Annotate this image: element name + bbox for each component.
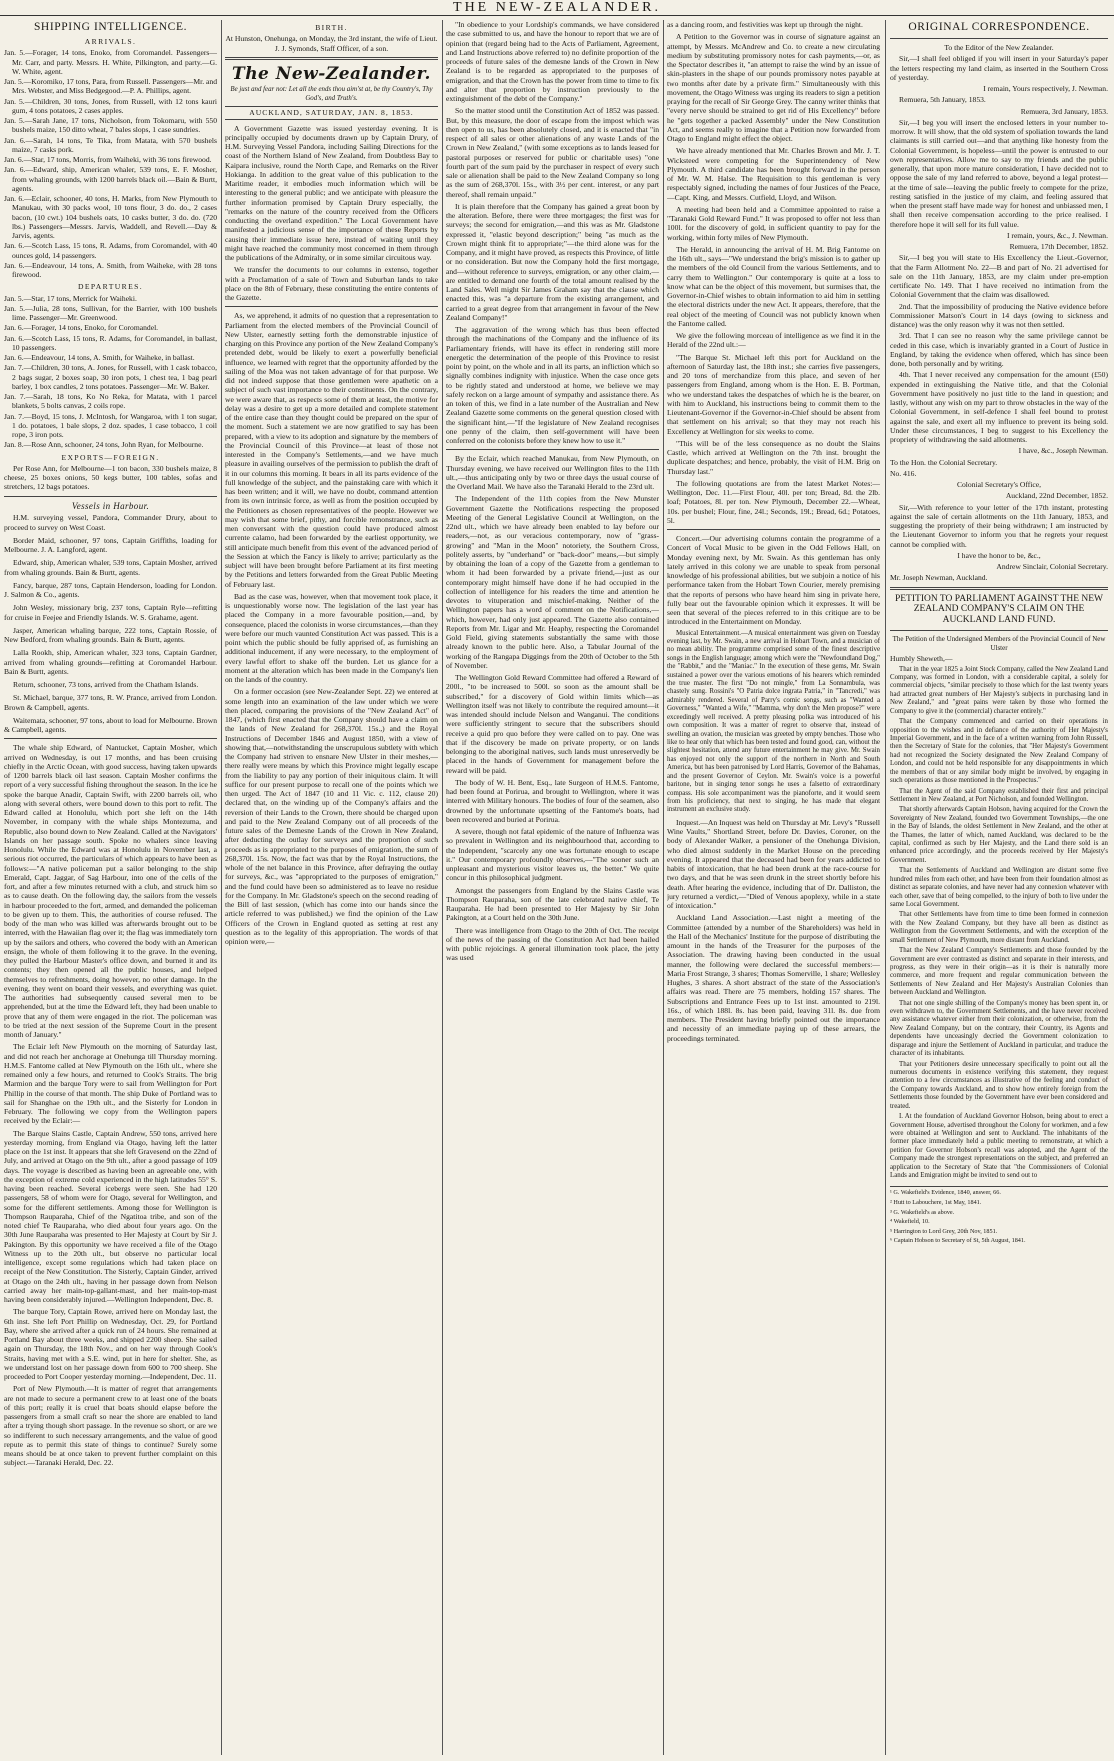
vessel-entry: Return, schooner, 73 tons, arrived from the Chatham Islands. xyxy=(13,680,199,690)
exports-heading: EXPORTS—FOREIGN. xyxy=(61,452,160,462)
petition-sheweth: Humbly Sheweth,— xyxy=(890,654,953,664)
letter-body: Sir,—I beg you will insert the enclosed letters in your number to-morrow. It will show, that the old system of spoliation towards the land claimants is still carried out—and that anything like honesty from the Colonial Government, is hopeless—until the power is entrusted to our own representatives. Allow me to say to my friends and the public generally, that upon more mature consideration, I have decided not to oppose the sale of my land referred to above, beyond a legal protest—at the time of sale—leaving the public freely to compete for the prize, resting satisfied in the justice of my claim, and feeling assured that when the present staff have made way for honest and unbiassed men, I shall then receive compensation according to the price realised. I therefore hope it will sell for its full value. xyxy=(890,117,1108,229)
footnote: ⁴ Wakefield, 10. xyxy=(890,1218,930,1226)
departure-entry: Jan. 7.—Sarah, 18 tons, Ko No Reka, for Matata, with 1 parcel blankets, 5 bolts canvas, 2 coils rope. xyxy=(4,392,217,411)
news-paragraph: A severe, though not fatal epidemic of the nature of Influenza was so prevalent in Wellington and its neighbourhood that, according to the Independent, "scarcely any one was fortunate enough to escape it." Our contemporary profoundly observes,—"The sooner such an unpleasant and mysterious visitor leaves us, the better." We quite concur in this philosophical judgment. xyxy=(446,827,659,883)
paper-motto: Be just and fear not: Let all the ends thou aim'st at, be thy Country's, Thy God's, and Truth's. xyxy=(230,86,433,102)
arrival-entry: Jan. 6.—Sarah, 14 tons, Te Tika, from Matata, with 570 bushels maize, 7 casks pork. xyxy=(4,135,217,154)
petition-paragraph: That other Settlements have from time to time been formed in connexion with the New Zealand Company, but they have all been as distinct as Wellington from the Government Settlements, and with the exception of the small Settlement of New Plymouth, more distant from Auckland. xyxy=(890,911,1108,944)
letter-office: Colonial Secretary's Office, xyxy=(956,480,1042,490)
editorial-paragraph: A Government Gazette was issued yesterday evening. It is principally occupied by documents drawn up by Captain Drury, of H.M. Surveying Vessel Pandora, including Sailing Directions for the coast of the Northern Island of New Zealand, from Doubtless Bay to Kaipara inclusive, round the North Cape, and Remarks on the River Hokianga. In addition to the great value of this publication to the Maritime reader, it embodies much information which will be interesting to the general public; and we anticipate with pleasure the further information promised by Captain Drury especially, the "remarks on the nature of the country received from the Officers conducting the overland expedition." The Local Government have manifested a judicious sense of the importance of these Reports by causing their immediate issue here, instead of waiting until they might have reached the community most concerned in them through the publications of the Admiralty, or in some similar circuitous way. xyxy=(225,123,438,263)
article-paragraph: Port of New Plymouth.—It is matter of regret that arrangements are not made to secure a permanent crew to at least one of the boats of this port; really it is cruel that boats should elapse before the passengers from a small craft so near the shore are enabled to land after a trying though short passage. In the revenue so short, or are we so indifferent to such necessary arrangements, and the value of good repute as to permit this state of things to continue? Surely some means should be at once taken to prevent further complaint on this subject.—Taranaki Herald, Dec. 22. xyxy=(4,1384,217,1468)
petition-paragraph: That your Petitioners desire unnecessary specifically to point out all the numerous documents in existence verifying this statement, they request attention to a few circumstances as illustrative of the feeling and conduct of the Company towards Auckland, and to show how entirely foreign from the Settlements those founded by the Government have ever been considered and treated. xyxy=(890,1060,1108,1110)
departure-entry: Jan. 7.—Boyd, 15 tons, J. McIntosh, for Wangaroa, with 1 ton sugar, 1 do. potatoes, 1 bale slops, 2 doz. spades, 1 case tobacco, 1 coil rope, 3 iron pots. xyxy=(4,411,217,440)
letter-body: Sir,—I beg you will state to His Excellency the Lieut.-Governor, that the Farm Allotment No. 22—B and part of No. 21 advertised for sale on the 11th January, 1853, are my claim under pre-emption certificate No. 149. That I have received no intimation from the Colonial Government that the claim was disallowed. xyxy=(890,253,1108,300)
letter-body: 2nd. That the impossibility of producing the Native evidence before Commissioner Matson's Court in 14 days (owing to sickness and distance) was the only reason why it was not then settled. xyxy=(890,301,1108,330)
vessel-entry: Waitemata, schooner, 97 tons, about to load for Melbourne. Brown & Campbell, agents. xyxy=(4,715,217,735)
concert-notice: Concert.—Our advertising columns contain the programme of a Concert of Vocal Music to be given in the Odd Fellows Hall, on Monday evening next, by Mr. Swain. As this gentleman has only lately arrived in this colony we are unable to speak from personal knowledge of his professional abilities, but we subjoin a notice of his performance taken from the Hobart Town Courier, merely premising that the reports of persons who have heard him sing in private here, fully bear out the favourable opinion which it expresses. It will be seen that several of the pieces referred to in this critique are to be introduced in the Entertainment on Monday. xyxy=(667,534,880,627)
arrival-entry: Jan. 6.—Endeavour, 14 tons, A. Smith, from Waiheke, with 28 tons firewood. xyxy=(4,260,217,280)
arrival-entry: Jan. 6.—Edward, ship, American whaler, 539 tons, E. F. Mosher, from whaling grounds, with 1200 barrels black oil.—Bain & Burtt, agents. xyxy=(4,165,217,193)
petition-paragraph: That the Company commenced and carried on their operations in opposition to the wishes and in defiance of the authority of Her Majesty's Imperial Government, and in the face of a written warning from John Russell, then the Secretary of State for the colonies, that "Her Majesty's Government had not recognized the Society designated the New Zealand Company of London, and could not be held responsible for any disappointments in which the members of that or any similar body might be involved, by engaging in such operations as those mentioned in the Prospectus." xyxy=(890,718,1108,785)
news-paragraph: The Independent of the 11th copies from the New Munster Government Gazette the Notifications respecting the proposed Meeting of the General Legislative Council at Wellington, on the 22nd ult., which we have already been enabled to lay before our readers,—not, as our veracious contemporary, now of "grass-growing" and "Man in the Moon" notoriety, the Southern Cross, politely asserts, by "underhand" or "back-door" means,—but simply by obtaining the loan of a copy of the Gazette from a gentleman to whom it had been forwarded by a private friend,—just as our contemporary might himself have done if he had occupied in the collection of intelligence for his readers the time and attention he devotes to vituperation and mischief-making. Neither of the Wellington papers has a word of comment on the Notifications,—which, however, had only just appeared. The Gazette also contained Reports from Mr. Ligar and Mr. Heaphy, respecting the Coromandel Gold Field, giving statements substantially the same with those already known to the public here. Also, a Tabular Journal of the working of the Rangapa Diggings from the 20th of October to the 5th of November. xyxy=(446,494,659,670)
birth-heading: BIRTH. xyxy=(315,23,348,32)
news-paragraph: The Wellington Gold Reward Committee had offered a Reward of 200l., "to be increased to 500l. so soon as the amount shall be subscribed," for a discovery of Gold within limits which—as Wellington itself was not likely to contribute the required amount—it was intended should include Nelson and Wanganui. The conditions were sufficiently stringent to secure that the subscribers should receive a quid pro quo before they were called on to pay. One was that if the discovery be made on private property, or on lands belonging to the aboriginal natives, such lands must unreservedly be placed in the hands of Government for management before the reward will be paid. xyxy=(446,673,659,775)
quoted-paragraph: "This will be of the less consequence as no doubt the Slains Castle, which arrived at Wellington on the 7th inst. brought the duplicate despatches; and hence, probably, the visit of H.M. Brig on Thursday last." xyxy=(667,438,880,476)
letter-signature: I have, &c., Joseph Newman. xyxy=(1018,446,1108,456)
divider xyxy=(4,738,217,739)
column-rule xyxy=(663,20,664,1755)
departures-heading: DEPARTURES. xyxy=(77,282,144,292)
footnote: ³ G. Wakefield's as above. xyxy=(890,1208,955,1216)
column-1 xyxy=(4,20,217,1755)
column-5 xyxy=(890,20,1108,1755)
arrivals-heading: ARRIVALS. xyxy=(84,37,137,47)
article-paragraph: The Eclair left New Plymouth on the morning of Saturday last, and did not reach her anchorage at Onehunga till Thursday morning. H.M.S. Fantome called at New Plymouth on the 16th ult., where she remained only a few hours, and returned to Cook's Straits. The brig Marmion and the barque Tory were to sail from Wellington for Port Phillip in the course of that month. The ship Duke of Portland was to sail for Shanghae on the 19th ult., and the Sisterly for London in February. The following we copy from the Wellington papers received by the Eclair:— xyxy=(4,1042,217,1126)
news-paragraph: By the Eclair, which reached Manukau, from New Plymouth, on Thursday evening, we have received our Wellington files to the 11th ult.,—thus anticipating only by two or three days the usual course of the Overland Mail. We have also the Taranaki Herald to the 23rd ult. xyxy=(446,454,659,491)
departure-entry: Jan. 6.—Scotch Lass, 15 tons, R. Adams, for Coromandel, in ballast, 10 passengers. xyxy=(4,333,217,352)
land-association-report: Auckland Land Association.—Last night a meeting of the Committee (attended by a number of the Shareholders) was held in the Hall of the Mechanics' Institute for the purpose of distributing the amount in the hands of the Treasurer for the purposes of the Association. The drawing having been conducted in the usual manner, the following were declared the successful members:—Maria Frost Strange, 3 shares; Thomas Somerville, 1 share; Wellesley Hughes, 3 shares. A short abstract of the state of the Association's affairs was read. There are 75 members, holding 157 shares. The Subscriptions and Entrance Fees up to 1st inst. amounted to 219l. 16s., of which 188l. 8s. has been paid, leaving 31l. 8s. due from members. The President having briefly pointed out the importance and necessity of an immediate paying up of these arrears, the proceedings terminated. xyxy=(667,913,880,1043)
petition-paragraph: That the New Zealand Company's Settlements and those founded by the Government are ever contrasted as distinct and separate in their interests, and progress, as they were in their origin—as it is their is naturally more commerce, and more frequent and regular communication between the Settlements of New Zealand and Her Majesty's Australian Colonies than between Auckland and Wellington. xyxy=(890,947,1108,997)
column-3 xyxy=(446,20,659,1755)
departure-entry: Jan. 6.—Forager, 14 tons, Enoko, for Coromandel. xyxy=(4,323,159,333)
shipping-heading: SHIPPING INTELLIGENCE. xyxy=(33,21,188,33)
editorial-paragraph: "In obedience to your Lordship's commands, we have considered the case submitted to us, and have the honour to report that we are of opinion that (regard being had to the Acts of Parliament, Agreement, and Land Instructions above referred to) no definite proportion of the proceeds of future sales of the demesne lands of the Crown in New Zealand is to be regarded as appropriated to the purposes of emigration, and that the Crown has the power from time to time to fix and alter that proportion by instruction previously to the extinguishment of the debt of the Company." xyxy=(446,20,659,103)
petition-paragraph: That not one single shilling of the Company's money has been spent in, or even withdrawn to, the Government Settlements, and the have never received any assistance whatever either from their colonization, or otherwise, from the New Zealand Company, but on the contrary, their Country, its Agents and dependents have unceasingly decried the Government colonization to disparage and injure the Settlement of Auckland in particular, and traduce the character of its inhabitants. xyxy=(890,999,1108,1058)
news-paragraph: The body of W. H. Bent, Esq., late Surgeon of H.M.S. Fantome, had been found at Porirua, and brought to Wellington, where it was interred with Military honours. The bodies of four of the seamen, also drowned by the unfortunate upsetting of the Fantome's boats, had been recovered and buried at Porirua. xyxy=(446,777,659,824)
departure-entry: Jan. 6.—Endeavour, 14 tons, A. Smith, for Waiheke, in ballast. xyxy=(4,353,195,363)
divider xyxy=(225,306,438,307)
footnotes xyxy=(890,1186,1108,1244)
news-paragraph: We give the following morceau of intelligence as we find it in the Herald of the 22nd ult.:— xyxy=(667,331,880,350)
musical-review: Musical Entertainment.—A musical entertainment was given on Tuesday evening last, by Mr. Swain, a new arrival in Hobart Town, and a musician of no mean ability. The programme comprised some of the finest descriptive songs in the English language; among which were the "Newfoundland Dog," the "Rabbit," and the "Maniac." In the execution of these gems, Mr. Swain sustained a power over the various emotions of his hearers which reminded the true master. The first "Do not mingle," from La Sonnambula, was chastely sung. Rossini's "O Patria dolce ingrata Patria," in "Tancredi," was admirably rendered. Several of Parry's comic songs, such as "Wanted a Governess," "Wanted a Wife," "Mamma, why don't the Men propose?" were exceedingly well received. A pretty pleasing polka was introduced of his own composition. It was a matter of regret to observe that, instead of swelling an ovation, the musician was greeted by empty benches. Those who like to hear only that which has been tested and found good, can, without the slightest hesitation, attend any future entertainment he may give. Mr. Swain has enjoyed not only the support of the northern in North and South America, but has been patronised by Lord Harris, Governor of the Bahamas, and the present Governor of Ceylon. Mr. Swain's voice is a powerful baritone, but in singing tenor songs he uses a falsetto of extraordinary compass. His sole accompaniment was the pianoforte, and it would seem from his proficiency, that next to singing, he has made that elegant instrument an exclusive study. xyxy=(667,629,880,814)
article-paragraph: The whale ship Edward, of Nantucket, Captain Mosher, which arrived on Wednesday, is out 17 months, and has been cruising chiefly in the Arctic Ocean, with good success, having taken upwards of 1200 barrels black oil last season. Captain Mosher confirms the report of a very successful fishing throughout the season. In the ice he spoke the barque Anadir, Captain Swift, with 2200 barrels oil, who along with several others, were bound down to this port to refit. The Edward called at Honolulu, which port she left on the 14th November, in company with the whale ships Montezuma, and Republic, also bound down to New Zealand. Called at the Navigators' Islands on her passage south. Spoke no whalers since leaving Honolulu. While the Edward was at Honolulu in November last, a serious riot occurred, the particulars of which appears to have been as follows:—"A native policeman put a sailor belonging to the ship Emerald, Capt. Jaggar, of Sag Harbour, into one of the cells of the fort, and after a few minutes returned with a club, and struck him so as to cause death. On the following day, the sailors from the vessels in harbour proceeded to the fort, armed, and demanded the policeman to be given up to them. This, the authorities of course refused. The body of the man who was killed was afterwards brought out to be interred, with the Hawaiian flag over it; the flag was immediately torn up by the sailors and others, who covered the body with an American ensign, the whole of them following it to the grave. In the evening, they pulled the Harbour Master's office down, and burned it and its contents; they then opened all the public houses, and helped themselves to refreshments, doing however, no other damage. In the evening, they went on board their vessels, and everything was quiet. The authorities had subsequently caused several men to be apprehended, but at the time the Edward left, they had been unable to prove that any of them were engaged in the riot. The policeman was to be tried at the next session of the Supreme Court in the present month of January." xyxy=(4,743,217,1040)
news-paragraph: There was intelligence from Otago to the 20th of Oct. The receipt of the news of the passing of the Constitution Act had been hailed with public rejoicings. A general illumination took place, the jetty was used xyxy=(446,925,659,963)
exports-text: Per Rose Ann, for Melbourne—1 ton bacon, 330 bushels maize, 8 cheese, 25 boxes onions, 50 kegs butter, 100 tables, sofas and stretchers, 12 bags potatoes. xyxy=(4,463,217,492)
vessel-entry: Lalla Rookh, ship, American whaler, 323 tons, Captain Gardner, arrived from whaling grounds—refitting at Coromandel Harbour. Bain & Burtt, agents. xyxy=(4,648,217,676)
letter-address: To the Editor of the New Zealander. xyxy=(944,43,1054,53)
news-paragraph: A Petition to the Governor was in course of signature against an attempt, by Messrs. McAndrew and Co. to create a new circulating medium by substituting promissory notes for cash payments,—or, as the Spectator describes it, "an attempt to raise the wind by an issue of skin-plasters in the shape of our pounds promissory notes payable at two months after date by a private firm." Simultaneously with this movement, the Otago Witness was urging its readers to sign a petition praying for the recall of Sir George Grey. The canny writer thinks that "every nerve should be strained to get rid of His Excellency" before he "gets together a packed Assembly" under the New Constitution Act, and seems really to imagine that a Petition now forwarded from Otago to England might effect the object. xyxy=(667,32,880,143)
letter-signature: Andrew Sinclair, Colonial Secretary. xyxy=(996,562,1108,572)
vessel-entry: St. Michael, barque, 377 tons, R. W. Prance, arrived from London. Brown & Campbell, agents. xyxy=(4,693,217,712)
quoted-paragraph: "The Barque St. Michael left this port for Auckland on the afternoon of Saturday last, the 18th inst.; she carries five passengers, and 20 tons of merchandize from this place, and seven of her passengers from England, among whom is the Hon. E. B. Portman, who we understand takes the despatches of which he is the bearer, on with him to Auckland, his instructions being to commit them to the Lieutenant-Governor if the Governor-in-Chief should be absent from that settlement on his arrival; so that they may not reach his Excellency at Wellington for six weeks to come. xyxy=(667,352,880,436)
arrival-entry: Jan. 5.—Sarah Jane, 17 tons, Nicholson, from Tokomaru, with 550 bushels maize, 150 ditto wheat, 7 bales slops, 1 case sundries. xyxy=(4,116,217,135)
letter-signature: I remain, Yours respectively, J. Newman. xyxy=(983,84,1108,94)
vessel-entry: Fancy, barque, 287 tons, Captain Henderson, loading for London. J. Salmon & Co., agents. xyxy=(4,580,217,600)
column-rule xyxy=(221,20,222,1755)
news-paragraph: The Herald, in announcing the arrival of H. M. Brig Fantome on the 16th ult., says—"We understand the brig's mission is to gather up the members of the old Council from the various Settlements, and to carry them to Wellington." Our contemporary is quite at a loss to know what can be the object of this movement, but surmises that, the Governor-in-Chief wishes to obtain information to aid him in settling the electoral districts under the new Act. It appears, therefore, that the real object of the meeting of Council was not publicly known when the Fantome called. xyxy=(667,244,880,328)
divider xyxy=(446,449,659,450)
letter-recipient: To the Hon. the Colonial Secretary. xyxy=(890,457,998,467)
paper-nameplate: The New-Zealander. xyxy=(232,63,431,84)
letter-signature: I remain, yours, &c., J. Newman. xyxy=(1006,230,1108,240)
letter-date: Auckland, 22nd December, 1852. xyxy=(1005,491,1108,501)
departures-list xyxy=(4,294,217,450)
vessel-entry: Edward, ship, American whaler, 539 tons, Captain Mosher, arrived from whaling grounds. Bain & Burtt, agents. xyxy=(4,558,217,577)
masthead: THE NEW-ZEALANDER. xyxy=(0,0,1114,16)
letter-body: 3rd. That I can see no reason why the same privilege cannot be ceded in this case, which is invariably granted in a Court of Justice in England, by taking the evidence when offered, which has since been done, both personally and by writing. xyxy=(890,331,1108,369)
petition-paragraph: That the Settlements of Auckland and Wellington are distant some five hundred miles from each other, and have been from their foundation almost as distinct as separate colonies, and have never had any connexion whatever with each other, save that of being compelled, to the injury of both to live under the same Local Government. xyxy=(890,867,1108,908)
editorial-paragraph: Bad as the case was, however, when that movement took place, it is unquestionably worse now. The legislation of the last year has placed the Company in a more favourable position,—and, by consequence, placed the colonists in worse circumstances,—than they were before our much vaunted Constitution Act was passed. This is a point which the public should be fully apprised of, as furnishing an additional inducement, if any were necessary, to the employment of every lawful effort to shake off the burden. Let us glance for a moment at the alteration which has been made in the Company's lien on the lands of the country. xyxy=(225,591,438,685)
letter-body: Sir,—With reference to your letter of the 17th instant, protesting against the sale of certain allotments on the 11th January, 1853, and suggesting the propriety of their being withdrawn; I am instructed by the Lieutenant Governor to inform you that he regrets your request cannot be complied with. xyxy=(890,502,1108,549)
dateline: AUCKLAND, SATURDAY, JAN. 8, 1853. xyxy=(225,106,438,119)
petition-body xyxy=(890,666,1108,1181)
column-rule xyxy=(442,20,443,1755)
petition-paragraph: That in the year 1825 a Joint Stock Company, called the New Zealand Land Company, was formed in London, with a considerable capital, a solely for commercial objects, "similar precisely to those which for the last twenty years had attracted great numbers of Her Majesty's subjects in purchasing land in New Zealand," and "great pains were taken by those who formed the Company to give it the (commercial) character entirely." xyxy=(890,665,1108,715)
petition-intro: The Petition of the Undersigned Members of the Provincial Council of New Ulster xyxy=(892,635,1106,652)
vessels-heading: Vessels in Harbour. xyxy=(71,500,150,511)
column-rule xyxy=(885,20,886,1755)
news-paragraph: We have already mentioned that Mr. Charles Brown and Mr. J. T. Wicksteed were competing for the Superintendency of New Plymouth. A third candidate has been brought forward in the person of Mr. W. M. Halse. The Requisition to this gentleman is very respectably signed, including the names of four Justices of the Peace,—Capt. King, and Messrs. Cutfield, Lloyd, and Wilson. xyxy=(667,146,880,202)
petition-paragraph: I. At the foundation of Auckland Governor Hobson, being about to erect a Government House, advertised throughout the Colony for workmen, and a few were obtained at Wellington and sent to Auckland. The inhabitants of the former place immediately held a public meeting to remonstrate, at which a petition for Governor Hobson's recall was adopted, and the Agent of the Company made the strongest representations on the subject, and preferred an application to the Secretary of State that "the Commissioners of Colonial Lands and Emigration might be invited to send out to xyxy=(890,1113,1108,1180)
footnote: ⁵ Harrington to Lord Grey, 20th Nov, 1851. xyxy=(890,1227,998,1235)
news-paragraph: Amongst the passengers from England by the Slains Castle was Thompson Rauparaha, son of the late celebrated native chief, Te Rauparaha. He had been presented to Her Majesty by Sir John Pakington, at a Court held on the 30th June. xyxy=(446,885,659,923)
departure-entry: Jan. 5.—Star, 17 tons, Merrick for Waiheki. xyxy=(4,293,137,303)
divider xyxy=(225,57,438,60)
editorial-paragraph: As, we apprehend, it admits of no question that a representation to Parliament from the elected members of the Provincial Council of New Ulster, earnestly setting forth the demonstrable injustice of charging on this Province any portion of the New Zealand Company's pretended debt, would be likely to exert a powerfully beneficial influence, we learned with regret that the opportunity afforded by the sailing of the Moa was not taken advantage of for that purpose. We did not indeed suppose that those gentlemen were apathetic on a subject of such vast importance to their constituents. On the contrary, we were aware that, as respects some of them at least, the motive for delay was a desire to get up a more detailed and complete statement of the entire case than they thought could be prepared on the spur of the moment. Such a statement we are now gratified to say has been prepared, with a view to its adoption and signature by the members of the Provincial Council of this Province—at least of those not interested in the Company's Settlements,—and we have much pleasure in availing ourselves of the permission to publish the draft of it in our columns this morning. It bears in all its parts evidence of the full knowledge of the subject, and the painstaking care with which it has been written; and it will, we have no doubt, command attention from its own intrinsic force, as well as from the position occupied by the Petitioners as chosen representatives of the people. However we may wish that some brief, pithy, and forcible remonstrance, such as men conversant with the question could have produced almost currente calamo, had been forwarded by the earliest opportunity, we still anticipate much benefit from this event of the advanced period of the Session at which the Fancy is likely to arrive; particularly as the subject will have been brought before Parliament at its first meeting by the Petitions and letters forwarded from the Great Public Meeting of February last. xyxy=(225,311,438,589)
vessel-entry: H.M. surveying vessel, Pandora, Commander Drury, about to proceed to survey on West Coast. xyxy=(4,513,217,532)
footnote: ² Hutt to Labouchere, 1st May, 1841. xyxy=(890,1199,982,1207)
divider xyxy=(890,587,1108,590)
departure-entry: Jan. 8.—Rose Ann, schooner, 24 tons, John Ryan, for Melbourne. xyxy=(4,440,204,450)
letter-date: Remuera, 17th December, 1852. xyxy=(1009,242,1108,252)
article-paragraph: The Barque Slains Castle, Captain Andrew, 550 tons, arrived here yesterday morning, from England via Otago, having left the latter place on the 1st inst. It appears that she left Gravesend on the 22nd of July, and arrived at Otago on the 9th ult., after a good passage of 109 days. The voyage is described as having been an agreeable one, with the exception of extreme cold experienced in the high latitudes 55° S. having been reached. Several icebergs were seen. She had 120 passengers, 58 of whom were for Otago, several for Wellington, and some for the different settlements. Among those for Wellington is Thompson Rauparaha, Chief of the Ngatitoa tribe, and son of the noted chief Te Rauparaha, who died about four years ago. On the 30th June Rauparaha was presented to Her Majesty at Court by Sir J. Pakington. By this opportunity we have received a file of the Otago Witness up to the 20th ult., but observe no particular local intelligence, except some regulations which had taken place on receipt of the New Constitution. The Sisterly, Captain Ginder, arrived at Otago on the 24th ult., having in her passage down from Nelson carried away her main-top-gallant-mast, and her main-top-mast having been considerably injured.—Wellington Independent, Dec. 8. xyxy=(4,1128,217,1305)
arrival-entry: Jan. 5.—Children, 30 tons, Jones, from Russell, with 12 tons kauri gum, 4 tons potatoes, 2 cases apples. xyxy=(4,96,217,115)
divider xyxy=(4,496,217,497)
footnote: ¹ G. Wakefield's Evidence, 1840, answer, 66. xyxy=(890,1189,1001,1197)
petition-paragraph: That the Agent of the said Company established their first and principal Settlement in New Zealand, at Port Nicholson, and founded Wellington. xyxy=(890,787,1108,803)
editorial-paragraph: On a former occasion (see New-Zealander Sept. 22) we entered at some length into an examination of the law under which we were then placed, comparing the provisions of the "New Zealand Act" of 1847, (which first enacted that the Company should have a claim on the lands of New Zealand for 268,370l. 15s.,) and the Royal Instructions of December 1846 and August 1850, with a view of showing that,—notwithstanding the unscrupulous subtlety with which the Company had striven to ensnare New Ulster in their meshes,—there really were means by which this Province might legally escape from the liability to pay any portion of their iniquitous claim. It will suffice for our present purpose to recall one of the points which we then urged. The Act of 1847 (10 and 11 Vic. c. 112, clause 20) declared that, on the winding up of the Company's affairs and the reversion of their Lands to the Crown, there should be charged upon and paid to the New Zealand Company out of all proceeds of the future sales of the Demesne Lands of the Crown in New Zealand, after deducting the outlay for surveys and the proportion of such proceeds as is appropriated to the purposes of emigration, the sum of 268,370l. 15s. Now, the fact was that by the Royal Instructions, the whole of the net balance in this Province, after defraying the outlay for surveys, &c., was "appropriated to the purposes of emigration," and the fund could have been so administered as to leave no residue for the Company. In Mr. Gladstone's speech on the second reading of the Bill of last session, (which has come into our hands since the article referred to was published,) we find the opinion of the Law Officers of the Crown in England quoted as setting at rest any question as to the legality of this appropriation. The words of that opinion were,— xyxy=(225,687,438,947)
letter-number: No. 416. xyxy=(890,468,917,478)
vessel-entry: John Wesley, missionary brig, 237 tons, Captain Ryle—refitting for cruise in Feejee and Friendly Islands. W. S. Grahame, agent. xyxy=(4,603,217,622)
market-notes: The following quotations are from the latest Market Notes:—Wellington, Dec. 11.—First Flour, 40l. per ton; Bread, 8d. the 2lb. loaf; Potatoes, 8l. per ton. New Plymouth, December 22.—Wheat, 10s. per bushel; Flour, fine, 24l.; Seconds, 19l.; Bread, 6d.; Potatoes, 5l. xyxy=(667,478,880,525)
letter-place: Remuera, 5th January, 1853. xyxy=(899,95,986,105)
arrival-entry: Jan. 5.—Koromiko, 17 tons, Para, from Russell. Passengers—Mr. and Mrs. Webster, and Miss Bedgegood.—P. A. Phillips, agent. xyxy=(4,77,217,96)
divider xyxy=(890,630,1108,631)
article-paragraph: The barque Tory, Captain Rowe, arrived here on Monday last, the 6th inst. She left Port Phillip on Wednesday, Oct. 29, for Portland Bay, where she arrived after a quick run of 24 hours. She remained at Portland Bay about three weeks, and shipped 2200 sheep. She sailed again on Thursday, the 18th Nov., and on her way through Cook's Straits, having met with a S.E. wind, put in here for shelter. She, as we understand lost on her passage down from 600 to 700 sheep. She proceeded to Port Cooper yesterday morning.—Independent, Dec. 11. xyxy=(4,1307,217,1382)
letter-recipient: Mr. Joseph Newman, Auckland. xyxy=(890,573,988,583)
petition-title: PETITION TO PARLIAMENT AGAINST THE NEW ZEALAND COMPANY'S CLAIM ON THE AUCKLAND LAND FUND. xyxy=(894,593,1104,626)
letter-body: Sir,—I shall feel obliged if you will insert in your Saturday's paper the letters respecting my land claim, as inserted in the Southern Cross of yesterday. xyxy=(890,54,1108,82)
letter-date: Remuera, 3rd January, 1853. xyxy=(1020,106,1108,116)
vessel-entry: Border Maid, schooner, 97 tons, Captain Griffiths, loading for Melbourne. J. A. Langford, agent. xyxy=(4,535,217,555)
news-paragraph: A meeting had been held and a Committee appointed to raise a "Taranaki Gold Reward Fund." It was proposed to offer not less than 100l. for the discovery of gold, in sufficient quantity to pay for the working, within forty miles of New Plymouth. xyxy=(667,204,880,242)
vessel-entry: Jasper, American whaling barque, 222 tons, Captain Rossie, of New Bedford, from whaling grounds. Bain & Burtt, agents. xyxy=(4,625,217,645)
departure-entry: Jan. 7.—Children, 30 tons, A. Jones, for Russell, with 1 cask tobacco, 2 bags sugar, 2 boxes soap, 30 iron pots, 1 chest tea, 1 bag pearl barley, 1 box candles, 2 tons potatoes. Passenger—Mr. W. Baker. xyxy=(4,363,217,391)
correspondence-heading: ORIGINAL CORRESPONDENCE. xyxy=(908,21,1090,33)
column-2 xyxy=(225,20,438,1755)
divider xyxy=(890,38,1108,39)
divider xyxy=(667,529,880,530)
letter-body: 4th. That I never received any compensation for the amount (£50) expended in extinguishing the Native title, and that the Colonial Government have positively no just title to the land in question; and lastly, without any wish on my part to throw obstacles in the way of the Colonial Government, in self-defence I shall feel bound to protest against the sale, and exert all my influence to prevent its being sold. Under these circumstances, I beg to suggest to his Excellency the propriety of withdrawing the said allotments. xyxy=(890,370,1108,445)
arrival-entry: Jan. 6.—Star, 17 tons, Morris, from Waiheki, with 36 tons firewood. xyxy=(4,155,212,165)
news-paragraph: as a dancing room, and festivities was kept up through the night. xyxy=(667,20,863,29)
arrival-entry: Jan. 6.—Eclair, schooner, 40 tons, H. Marks, from New Plymouth to Manukau, with 30 packs wool, 10 tons flour, 3 do. do., 2 cases bacon, (10 cwt.) 104 bushels oats, 10 casks butter, 3 do. do. (720 lbs.) Passengers—Messrs. Jarvis, Waddell, and Revell.—Day & Jarvis, agents. xyxy=(4,194,217,241)
inquest-report: Inquest.—An Inquest was held on Thursday at Mr. Levy's "Russell Wine Vaults," Shortland Street, before Dr. Davies, Coroner, on the body of Alexander Walker, a pensioner of the Onehunga Division, who died almost suddenly in the Market House on the preceding evening. It appeared that the deceased had been for years addicted to habits of intoxication, that he had been drunk at the race-course for two days, and that he was seen drunk in the street shortly before his death. After hearing the evidence, including that of Dr. Dalliston, the jury returned a verdict,—"Died of Venous apoplexy, while in a state of intoxication." xyxy=(667,817,880,911)
letter-close: I have the honor to be, &c., xyxy=(957,550,1041,560)
editorial-paragraph: The aggravation of the wrong which has thus been effected through the machinations of the Company and the influence of its Parliamentary friends, will have its effect in rendering still more energetic the determination of the people of this Province to resist point by point, on the whole and in all its parts, an infliction which so signally combines indignity with injustice. When the case once gets to be rightly stated and understood at home, we believe we may safely reckon on a large amount of sympathy and assistance there. As an token of this, we find in a late number of the Australian and New Zealand Gazette some comments on the general question closed with the significant hint,—"If the legislature of New Zealand recognises one penny of the claim, then self-government will have been conferred on the colonists before they knew how to use it." xyxy=(446,325,659,445)
editorial-paragraph: So the matter stood until the Constitution Act of 1852 was passed. But, by this measure, the door of escape from the impost which was then open to us, has been absolutely closed, and it is enacted that "in respect of all sales or other alienations of any waste Lands of the Crown in New Zealand," (with some exceptions as to lands leased for pastoral purposes or reserved for public or charitable uses) "one fourth part of the sum paid by the purchaser in respect of every such sale or alienation shall be paid to the New Zealand Company so long as the sum of 268,370l. 15s., with 3½ per cent. interest, or any part thereof, shall remain unpaid." xyxy=(446,106,659,199)
editorial-paragraph: We transfer the documents to our columns in extenso, together with a Proclamation of a sale of Town and Suburban lands to take place on the 8th of February, these constituting the entire contents of the Gazette. xyxy=(225,265,438,303)
editorial-paragraph: It is plain therefore that the Company has gained a great boon by the alteration. Before, there were three mortgages; the first was for surveys; the second for emigration,—and this was as Mr. Gladstone expressed it, "elastic beyond description;" being "as much as the Crown might think fit to appropriate;"—the third alone was for the Company, and it might have proved, as respects this Province, of little or no consideration. But now the Company hold the first mortgage, and—without reference to surveys, emigration, or any other claim,—are entitled to demand one fourth of the total amount realised by the Land Sales. Well might Sir James Graham say that the clause which enacted this, was "a departure from the existing arrangement, and carried to a great degree from that arrangement in favour of the New Zealand Company!" xyxy=(446,201,659,322)
birth-notice: At Hunston, Onehunga, on Monday, the 3rd instant, the wife of Lieut. J. J. Symonds, Staff Officer, of a son. xyxy=(225,34,438,53)
footnote: ⁶ Captain Hobson to Secretary of St, 5th August, 1841. xyxy=(890,1237,1026,1245)
arrivals-list xyxy=(4,48,217,279)
arrival-entry: Jan. 5.—Forager, 14 tons, Enoko, from Coromandel. Passengers—Mr. Carr, and party. Messrs. H. White, Pilkington, and party.—G. W. White, agent. xyxy=(4,48,217,76)
petition-paragraph: That shortly afterwards Captain Hobson, having acquired for the Crown the Sovereignty of New Zealand, founded two Government Townships,—the one in the Bay of Islands, the oldest Settlement in New Zealand, and the other at the Thames, the latter of which, named Auckland, was declared to be the capital, confirmed as such by Her Majesty, and the Land there sold is an enhanced price accordingly, and the proceeds received by Her Majesty's Government. xyxy=(890,806,1108,864)
vessels-list xyxy=(4,513,217,734)
column-4 xyxy=(667,20,880,1755)
arrival-entry: Jan. 6.—Scotch Lass, 15 tons, R. Adams, from Coromandel, with 40 ounces gold, 14 passengers. xyxy=(4,241,217,260)
departure-entry: Jan. 5.—Julia, 28 tons, Sullivan, for the Barrier, with 100 bushels lime. Passenger—Mr. Greenwood. xyxy=(4,303,217,323)
